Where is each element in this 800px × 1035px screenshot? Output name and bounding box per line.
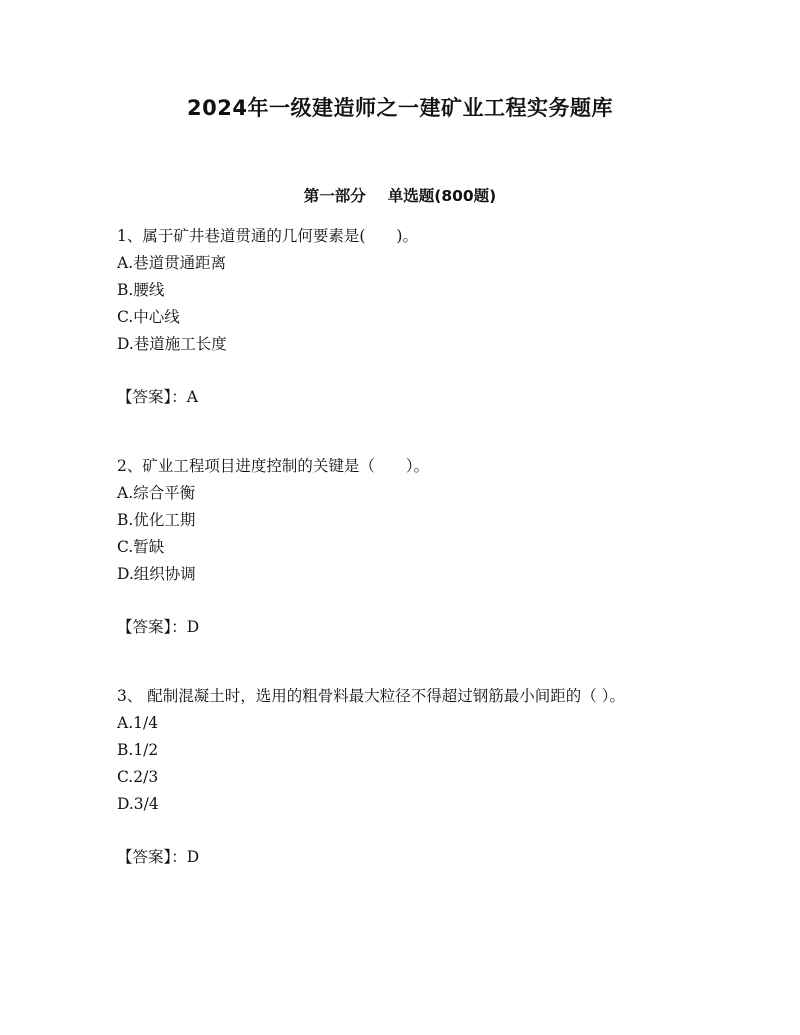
question-stem: 2、矿业工程项目进度控制的关键是（ ）。 <box>117 457 430 475</box>
question-stem: 3、 配制混凝土时，选用的粗骨料最大粒径不得超过钢筋最小间距的（ ）。 <box>117 687 625 705</box>
option-b: B.腰线 <box>117 281 165 299</box>
document-title: 2024年一级建造师之一建矿业工程实务题库 <box>187 96 613 120</box>
answer-line <box>117 844 687 871</box>
option-d: D.组织协调 <box>117 565 196 583</box>
answer-line <box>117 384 687 411</box>
option-a: A.巷道贯通距离 <box>117 254 227 272</box>
question-stem: 1、属于矿井巷道贯通的几何要素是( )。 <box>117 227 418 245</box>
option-d: D.巷道施工长度 <box>117 335 227 353</box>
answer-label: 【答案】： <box>117 618 187 636</box>
option-b: B.优化工期 <box>117 511 196 529</box>
question-3 <box>117 683 687 871</box>
option-d: D.3/4 <box>117 795 159 813</box>
option-c: C.中心线 <box>117 308 180 326</box>
option-c: C.暂缺 <box>117 538 165 556</box>
answer-label: 【答案】： <box>117 388 187 406</box>
section-name: 单选题(800题) <box>387 187 497 205</box>
question-2 <box>117 453 687 641</box>
section-part: 第一部分 <box>303 187 366 205</box>
answer-label: 【答案】： <box>117 848 187 866</box>
section-title <box>0 184 800 206</box>
option-b: B.1/2 <box>117 741 159 759</box>
answer-value: D <box>186 618 200 636</box>
option-a: A.1/4 <box>117 714 159 732</box>
option-a: A.综合平衡 <box>117 484 196 502</box>
answer-line <box>117 614 687 641</box>
answer-value: D <box>186 848 200 866</box>
question-1 <box>117 223 687 411</box>
option-c: C.2/3 <box>117 768 159 786</box>
answer-value: A <box>186 388 198 406</box>
